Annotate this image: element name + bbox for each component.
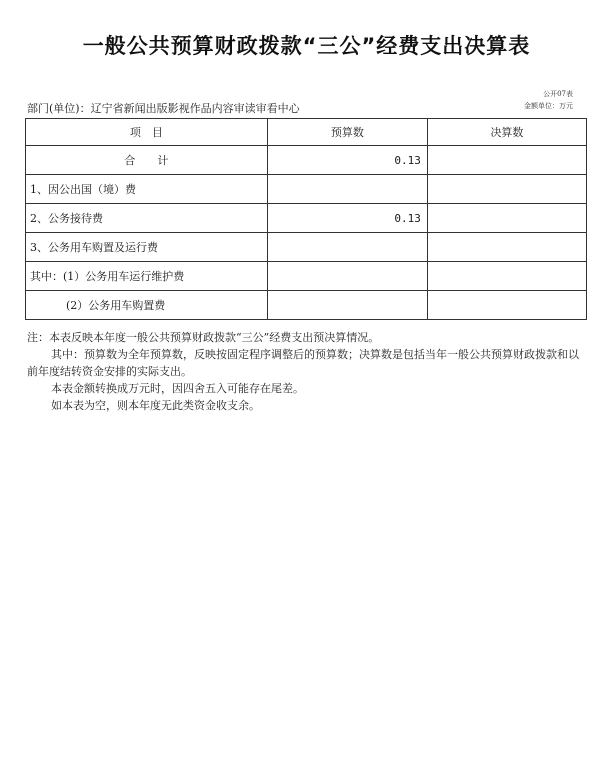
amount-unit: 金额单位：万元: [524, 102, 573, 110]
row-budget-value: 0.13: [267, 146, 427, 175]
note-line: 注：本表反映本年度一般公共预算财政拨款“三公”经费支出预决算情况。: [27, 331, 380, 344]
row-budget-value: [267, 291, 427, 320]
row-actual-value: [427, 204, 586, 233]
table-header-row: [26, 119, 587, 146]
row-budget-value: [267, 262, 427, 291]
table-row: [26, 175, 587, 204]
department-label: 部门(单位)：辽宁省新闻出版影视作品内容审读审看中心: [27, 102, 300, 115]
table-row: [26, 233, 587, 262]
footnotes: [27, 329, 582, 414]
row-budget-value: [267, 175, 427, 204]
form-code: 公开07表: [543, 90, 573, 98]
row-label: 其中：(1）公务用车运行维护费: [26, 262, 268, 291]
header-budget: 预算数: [267, 119, 427, 146]
row-actual-value: [427, 146, 586, 175]
row-label-total: 合 计: [26, 146, 268, 175]
header-item: 项 目: [26, 119, 268, 146]
report-title: 一般公共预算财政拨款“三公”经费支出决算表: [82, 34, 531, 58]
note-line: 其中：预算数为全年预算数，反映按固定程序调整后的预算数；决算数是包括当年一般公共预算财政拨款和以前年度结转资金安排的实际支出。: [27, 348, 579, 378]
row-budget-value: 0.13: [267, 204, 427, 233]
expenditure-table: [25, 118, 587, 320]
table-row: [26, 146, 587, 175]
row-label: 3、公务用车购置及运行费: [26, 233, 268, 262]
table-row: [26, 204, 587, 233]
row-actual-value: [427, 175, 586, 204]
row-actual-value: [427, 291, 586, 320]
row-label: 2、公务接待费: [26, 204, 268, 233]
table-row: [26, 262, 587, 291]
note-line: 本表金额转换成万元时，因四舍五入可能存在尾差。: [51, 382, 304, 395]
row-label: (2）公务用车购置费: [26, 291, 268, 320]
row-actual-value: [427, 233, 586, 262]
row-label: 1、因公出国（境）费: [26, 175, 268, 204]
row-actual-value: [427, 262, 586, 291]
header-actual: 决算数: [427, 119, 586, 146]
row-budget-value: [267, 233, 427, 262]
note-line: 如本表为空，则本年度无此类资金收支余。: [51, 399, 260, 412]
table-row: [26, 291, 587, 320]
